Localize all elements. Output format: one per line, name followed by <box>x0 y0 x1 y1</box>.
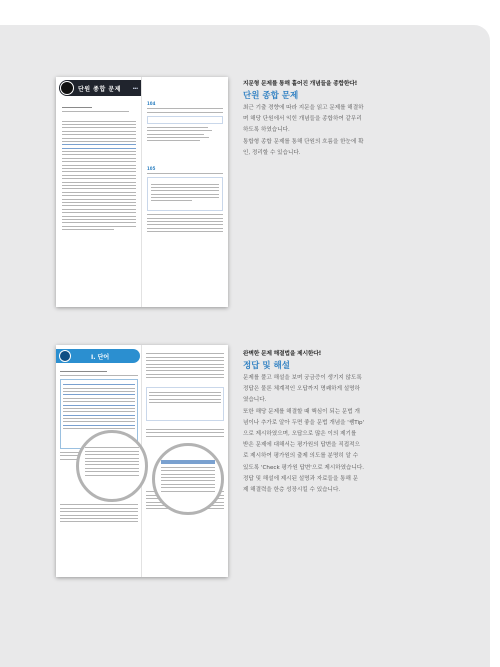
desc-line: 하도록 하였습니다. <box>243 127 290 134</box>
question-number: 105 <box>147 165 156 171</box>
desc-line: 정답은 물론 체계적인 오답까지 명쾌하게 설명하 <box>243 386 360 393</box>
desc-line: 최근 기출 경향에 따라 지문을 읽고 문제를 해결하 <box>243 105 364 111</box>
answer-explanation-thumbnail <box>56 345 228 577</box>
section2-heading: 완벽한 문제 해결법을 제시한다! <box>243 351 322 357</box>
passage-text <box>62 105 136 232</box>
thumbnail-left-page <box>56 77 142 307</box>
magnified-tip-circle <box>76 430 148 502</box>
desc-line: 있도록 'Check 평가원 답변'으로 제시하였습니다. <box>243 464 365 471</box>
desc-line: 로 제시하여 평가원의 출제 의도를 분명히 알 수 <box>243 453 359 460</box>
section2-text <box>243 348 448 496</box>
desc-line: 또한 해당 문제를 해결할 때 핵심이 되는 문법 개 <box>243 408 360 415</box>
desc-line: 정답 및 해설에 제시된 설명과 자료들을 통해 문 <box>243 475 359 482</box>
magnified-check-circle <box>152 443 224 515</box>
thumbnail-right-page <box>142 77 228 307</box>
banner-title: I. 단어 <box>91 353 110 361</box>
section2-description <box>243 373 448 496</box>
desc-line: 였습니다. <box>243 397 267 404</box>
section1-description <box>243 103 443 159</box>
desc-line: 인, 정리할 수 있습니다. <box>243 149 301 156</box>
banner-sub: ▪▪▪ <box>132 86 138 90</box>
desc-line: 받은 문제에 대해서는 평가원의 답변을 직접적으 <box>243 442 360 449</box>
section1-title: 단원 종합 문제 <box>243 91 299 101</box>
section2-title: 정답 및 해설 <box>243 361 290 371</box>
chapter-icon <box>59 350 71 362</box>
unit-review-thumbnail <box>56 77 228 307</box>
desc-line: 며 해당 단원에서 익힌 개념들을 종합하여 같무리 <box>243 116 362 123</box>
banner-title: 단원 종합 문제 <box>78 85 121 93</box>
chapter-banner <box>56 349 140 363</box>
badge-icon <box>60 81 74 95</box>
question-number: 104 <box>147 101 156 106</box>
section1-text <box>243 78 443 159</box>
desc-line: 제 해결력을 한층 성장시킬 수 있습니다. <box>243 487 341 494</box>
desc-line: 념이나 추가로 알아 두면 좋을 문법 개념을 '쌤Tip' <box>243 419 365 426</box>
desc-line: 으로 제시하였으며, 오답으로 많은 이의 제기를 <box>243 431 357 438</box>
desc-line: 통합형 종합 문제를 통해 단원의 흐름을 한눈에 확 <box>243 138 364 145</box>
unit-review-banner <box>59 80 141 96</box>
desc-line: 문제를 풀고 해설을 보며 궁금증이 생기지 않도록 <box>243 375 362 381</box>
section1-heading: 지문형 문제를 통해 흩어진 개념들을 종합한다! <box>243 81 358 87</box>
